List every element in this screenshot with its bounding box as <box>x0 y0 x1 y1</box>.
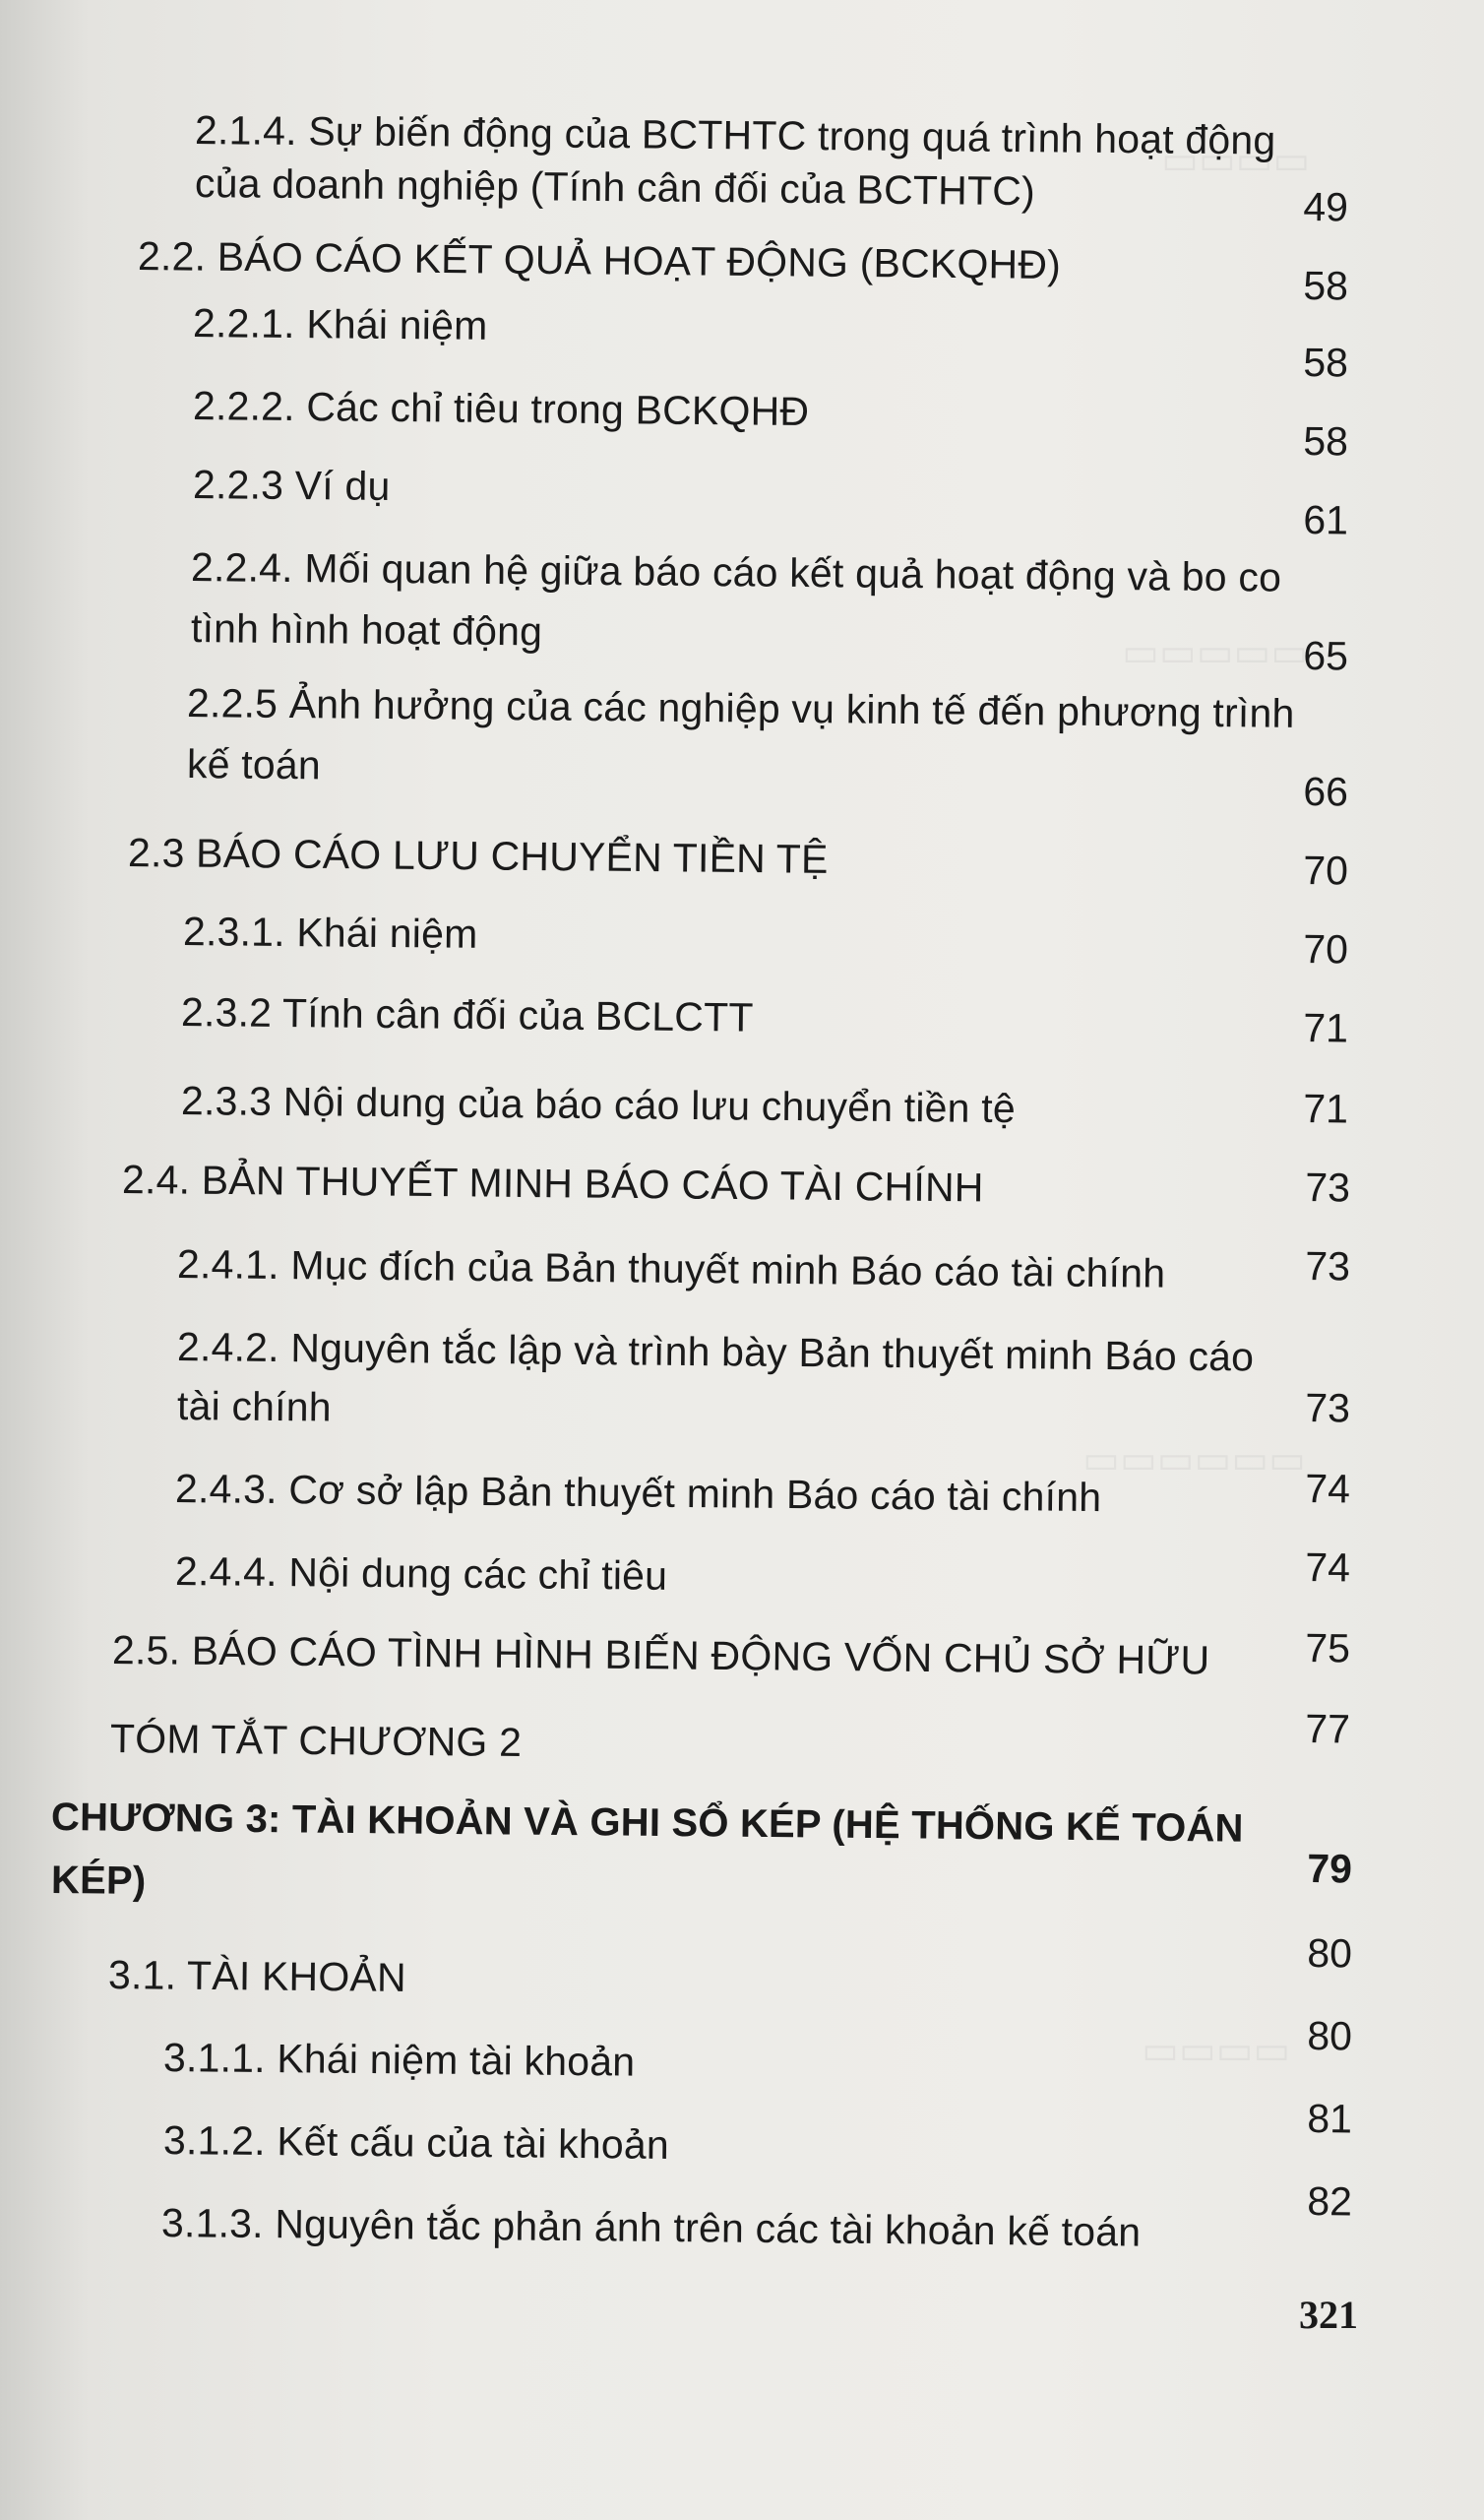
toc-entry-text: 2.4.2. Nguyên tắc lập và trình bày Bản thuyết minh Báo cáo <box>176 1324 1255 1380</box>
toc-entry-page: 49 <box>1303 183 1349 230</box>
toc-entry-text: 2.4.4. Nội dung các chỉ tiêu <box>174 1548 668 1599</box>
toc-entry-page: 71 <box>1303 1085 1349 1132</box>
chapter-heading: KÉP) <box>50 1858 147 1903</box>
toc-entry-page: 70 <box>1303 925 1349 973</box>
toc-entry-page: 58 <box>1303 417 1349 465</box>
toc-entry-page: 71 <box>1303 1004 1349 1051</box>
toc-entry-text: 2.5. BÁO CÁO TÌNH HÌNH BIẾN ĐỘNG VỐN CHỦ SỞ HỮU <box>111 1627 1210 1683</box>
toc-entry-text: 3.1.1. Khái niệm tài khoản <box>162 2035 636 2085</box>
toc-entry-page: 77 <box>1305 1705 1351 1752</box>
toc-entry-text: TÓM TẮT CHƯƠNG 2 <box>109 1716 523 1766</box>
toc-entry-text: 3.1.3. Nguyên tắc phản ánh trên các tài khoản kế toán <box>160 2200 1142 2255</box>
toc-entry-text: 2.3 BÁO CÁO LƯU CHUYỂN TIỀN TỆ <box>127 830 829 882</box>
toc-entry-text: 2.2.2. Các chỉ tiêu trong BCKQHĐ <box>192 383 810 435</box>
toc-entry-text: 2.2.5 Ảnh hưởng của các nghiệp vụ kinh tế đến phương trình <box>186 680 1295 736</box>
toc-entry-text: 2.2.3 Ví dụ <box>192 462 391 509</box>
toc-entry-page: 66 <box>1303 768 1349 815</box>
toc-entry-page: 79 <box>1307 1845 1353 1892</box>
chapter-heading: CHƯƠNG 3: TÀI KHOẢN VÀ GHI SỔ KÉP (HỆ THỐNG KẾ TOÁN <box>50 1796 1244 1851</box>
toc-entry-page: 70 <box>1303 847 1349 894</box>
toc-entry-page: 65 <box>1303 632 1349 679</box>
toc-entry-page: 58 <box>1303 339 1349 386</box>
toc-entry-text: 2.3.2 Tính cân đối của BCLCTT <box>180 989 754 1040</box>
toc-entry-text: 2.2.4. Mối quan hệ giữa báo cáo kết quả hoạt động và bo co <box>190 544 1282 600</box>
toc-entry-page: 75 <box>1305 1624 1351 1671</box>
toc-entry-text: 2.2. BÁO CÁO KẾT QUẢ HOẠT ĐỘNG (BCKQHĐ) <box>137 233 1062 288</box>
toc-entry-text: của doanh nghiệp (Tính cân đối của BCTHTC) <box>194 160 1036 215</box>
toc-entry-page: 74 <box>1305 1465 1351 1512</box>
toc-entry-text: kế toán <box>186 741 322 788</box>
toc-entry-text: 2.3.1. Khái niệm <box>182 909 478 957</box>
toc-entry-page: 73 <box>1305 1242 1351 1290</box>
toc-entry-text: 3.1.2. Kết cấu của tài khoản <box>162 2117 670 2168</box>
toc-entry-text: 2.4.3. Cơ sở lập Bản thuyết minh Báo cáo tài chính <box>174 1466 1102 1521</box>
page-number: 321 <box>1299 2293 1358 2337</box>
toc-entry-text: 2.4.1. Mục đích của Bản thuyết minh Báo cáo tài chính <box>176 1241 1166 1296</box>
toc-entry-page: 73 <box>1305 1164 1351 1211</box>
toc-entry-text: 2.2.1. Khái niệm <box>192 300 488 348</box>
toc-entry-page: 80 <box>1307 2012 1353 2059</box>
toc-entry-page: 74 <box>1305 1544 1351 1591</box>
toc-entry-page: 81 <box>1307 2095 1353 2142</box>
toc-entry-text: 2.4. BẢN THUYẾT MINH BÁO CÁO TÀI CHÍNH <box>121 1157 984 1211</box>
toc-entry-text: 2.3.3 Nội dung của báo cáo lưu chuyển tiền tệ <box>180 1078 1017 1132</box>
toc-entry-text: tình hình hoạt động <box>190 605 543 655</box>
toc-entry-text: 2.1.4. Sự biến động của BCTHTC trong quá trình hoạt động <box>194 107 1276 163</box>
toc-entry-page: 80 <box>1307 1929 1353 1977</box>
toc-entry-page: 82 <box>1307 2177 1353 2225</box>
toc-entry-page: 61 <box>1303 496 1349 543</box>
toc-entry-text: 3.1. TÀI KHOẢN <box>107 1952 407 2000</box>
toc-entry-page: 58 <box>1303 262 1349 309</box>
toc-entry-page: 73 <box>1305 1384 1351 1431</box>
toc-entry-text: tài chính <box>176 1383 333 1430</box>
